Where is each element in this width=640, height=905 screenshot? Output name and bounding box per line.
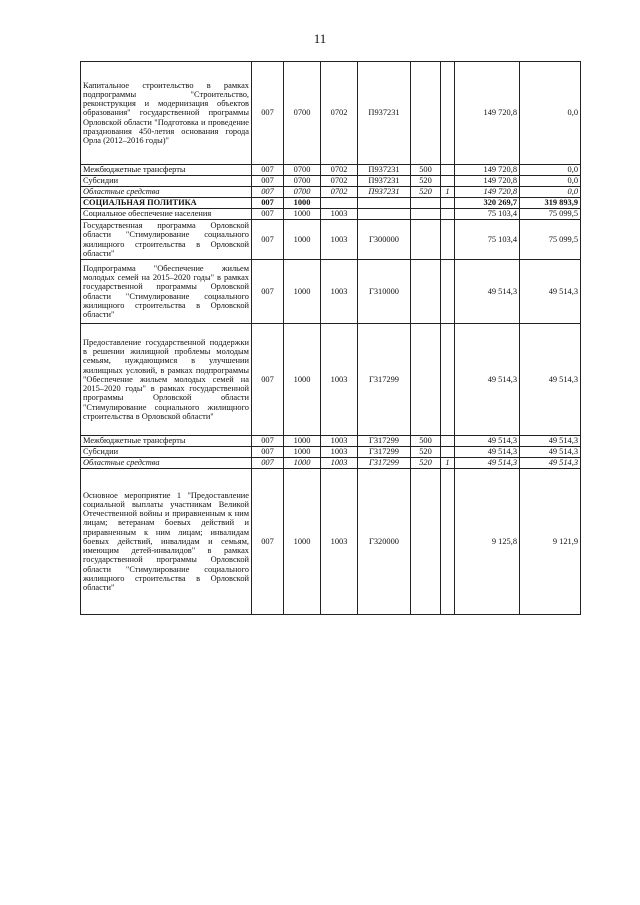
table-cell-grbs: 007 [252,209,284,220]
table-row [81,176,581,187]
table-cell-target-article: Г310000 [358,260,411,324]
table-cell-subsection [321,198,358,209]
table-cell-name: Основное мероприятие 1 "Предоставление социальной выплаты участникам Великой Отечественной войны и приравненным к ним лицам; ветеранам боевых действий и приравненным к ним лицам; инвалидам боевых действий, инвалидам и семьям, имеющим детей-инвалидов" в рамках государственной программы Орловской области "Стимулирование социального жилищного строительства в Орловской области" [81,469,252,615]
budget-table [80,61,581,615]
table-cell-expense-type [411,260,441,324]
table-cell-subsection: 1003 [321,209,358,220]
table-cell-amount-1: 49 514,3 [455,324,520,436]
table-cell-source [441,198,455,209]
table-cell-subsection: 1003 [321,436,358,447]
table-row [81,220,581,260]
table-cell-section: 1000 [284,324,321,436]
table-cell-expense-type: 520 [411,176,441,187]
table-cell-amount-2: 0,0 [520,187,581,198]
table-cell-source: 1 [441,187,455,198]
table-cell-grbs: 007 [252,260,284,324]
table-row [81,209,581,220]
table-cell-expense-type [411,209,441,220]
table-cell-amount-1: 320 269,7 [455,198,520,209]
table-cell-name: Социальное обеспечение населения [81,209,252,220]
table-cell-grbs: 007 [252,447,284,458]
table-cell-grbs: 007 [252,469,284,615]
table-cell-target-article: Г317299 [358,458,411,469]
table-cell-amount-1: 49 514,3 [455,458,520,469]
table-cell-name: Предоставление государственной поддержки в решении жилищной проблемы молодым семьям, нуждающимся в улучшении жилищных условий, в рамках подпрограммы "Обеспечение жильем молодых семей на 2015–2020 годы" в рамках государственной программы Орловской области "Стимулирование социального жилищного строительства в Орловской области" [81,324,252,436]
table-cell-target-article: П937231 [358,176,411,187]
table-cell-source [441,176,455,187]
table-cell-target-article: Г300000 [358,220,411,260]
table-cell-expense-type: 500 [411,165,441,176]
table-cell-section: 1000 [284,209,321,220]
table-row [81,324,581,436]
table-cell-target-article: Г317299 [358,447,411,458]
table-cell-expense-type: 500 [411,436,441,447]
table-cell-section: 1000 [284,447,321,458]
table-row [81,62,581,165]
table-cell-amount-1: 149 720,8 [455,176,520,187]
table-row [81,447,581,458]
table-cell-expense-type [411,324,441,436]
table-cell-name: СОЦИАЛЬНАЯ ПОЛИТИКА [81,198,252,209]
table-cell-name: Межбюджетные трансферты [81,165,252,176]
table-cell-expense-type: 520 [411,458,441,469]
table-cell-name: Областные средства [81,458,252,469]
table-cell-name: Капитальное строительство в рамках подпрограммы "Строительство, реконструкция и модернизация объектов образования" государственной программы Орловской области "Подготовка и проведение празднования 450-летия основания города Орла (2012–2016 годы)" [81,62,252,165]
table-cell-section: 1000 [284,198,321,209]
table-cell-amount-1: 75 103,4 [455,209,520,220]
table-cell-grbs: 007 [252,62,284,165]
table-cell-expense-type [411,62,441,165]
table-cell-section: 1000 [284,469,321,615]
table-cell-section: 1000 [284,260,321,324]
table-cell-expense-type: 520 [411,187,441,198]
table-cell-subsection: 1003 [321,469,358,615]
table-cell-name: Межбюджетные трансферты [81,436,252,447]
table-cell-amount-1: 49 514,3 [455,260,520,324]
table-cell-target-article [358,198,411,209]
table-cell-section: 1000 [284,458,321,469]
table-cell-source [441,260,455,324]
table-cell-target-article: П937231 [358,165,411,176]
table-cell-amount-2: 0,0 [520,165,581,176]
table-cell-amount-1: 149 720,8 [455,62,520,165]
table-cell-amount-2: 75 099,5 [520,209,581,220]
table-cell-grbs: 007 [252,198,284,209]
table-cell-source [441,324,455,436]
table-cell-expense-type: 520 [411,447,441,458]
table-cell-amount-2: 0,0 [520,62,581,165]
table-row [81,469,581,615]
table-cell-target-article: Г320000 [358,469,411,615]
table-cell-grbs: 007 [252,165,284,176]
table-cell-subsection: 0702 [321,187,358,198]
table-cell-subsection: 0702 [321,62,358,165]
table-cell-source [441,447,455,458]
table-cell-source [441,209,455,220]
table-cell-section: 1000 [284,220,321,260]
table-cell-amount-1: 49 514,3 [455,436,520,447]
table-cell-target-article: Г317299 [358,324,411,436]
table-cell-subsection: 1003 [321,220,358,260]
table-cell-target-article: П937231 [358,62,411,165]
table-cell-subsection: 1003 [321,324,358,436]
table-cell-name: Субсидии [81,176,252,187]
table-cell-amount-2: 49 514,3 [520,436,581,447]
table-row [81,458,581,469]
table-cell-section: 0700 [284,176,321,187]
table-cell-amount-1: 149 720,8 [455,165,520,176]
table-cell-amount-2: 319 893,9 [520,198,581,209]
table-cell-source [441,469,455,615]
table-cell-amount-1: 9 125,8 [455,469,520,615]
table-cell-source: 1 [441,458,455,469]
table-cell-section: 0700 [284,187,321,198]
table-row [81,165,581,176]
table-cell-subsection: 1003 [321,260,358,324]
table-cell-amount-1: 49 514,3 [455,447,520,458]
table-cell-grbs: 007 [252,220,284,260]
table-cell-subsection: 0702 [321,165,358,176]
table-cell-expense-type [411,469,441,615]
table-cell-expense-type [411,220,441,260]
table-cell-target-article: П937231 [358,187,411,198]
table-cell-source [441,220,455,260]
table-row [81,436,581,447]
table-cell-amount-2: 49 514,3 [520,447,581,458]
table-cell-grbs: 007 [252,324,284,436]
table-cell-amount-2: 0,0 [520,176,581,187]
table-cell-target-article [358,209,411,220]
table-cell-amount-2: 49 514,3 [520,260,581,324]
table-cell-amount-2: 75 099,5 [520,220,581,260]
table-cell-amount-1: 75 103,4 [455,220,520,260]
table-cell-section: 0700 [284,165,321,176]
table-cell-grbs: 007 [252,458,284,469]
table-cell-grbs: 007 [252,436,284,447]
table-cell-subsection: 0702 [321,176,358,187]
table-cell-section: 0700 [284,62,321,165]
table-cell-amount-2: 49 514,3 [520,324,581,436]
table-cell-section: 1000 [284,436,321,447]
table-cell-subsection: 1003 [321,447,358,458]
table-cell-source [441,165,455,176]
page-number: 11 [313,31,327,46]
table-row [81,187,581,198]
table-cell-amount-2: 49 514,3 [520,458,581,469]
table-cell-expense-type [411,198,441,209]
table-cell-target-article: Г317299 [358,436,411,447]
table-cell-name: Областные средства [81,187,252,198]
table-row [81,260,581,324]
table-cell-grbs: 007 [252,176,284,187]
table-cell-amount-2: 9 121,9 [520,469,581,615]
table-cell-amount-1: 149 720,8 [455,187,520,198]
table-cell-subsection: 1003 [321,458,358,469]
table-cell-source [441,62,455,165]
table-cell-name: Субсидии [81,447,252,458]
table-row [81,198,581,209]
table-cell-grbs: 007 [252,187,284,198]
table-cell-name: Государственная программа Орловской области "Стимулирование социального жилищного строительства в Орловской области" [81,220,252,260]
table-cell-source [441,436,455,447]
table-cell-name: Подпрограмма "Обеспечение жильем молодых семей на 2015–2020 годы" в рамках государственной программы Орловской области "Стимулирование социального жилищного строительства в Орловской области" [81,260,252,324]
